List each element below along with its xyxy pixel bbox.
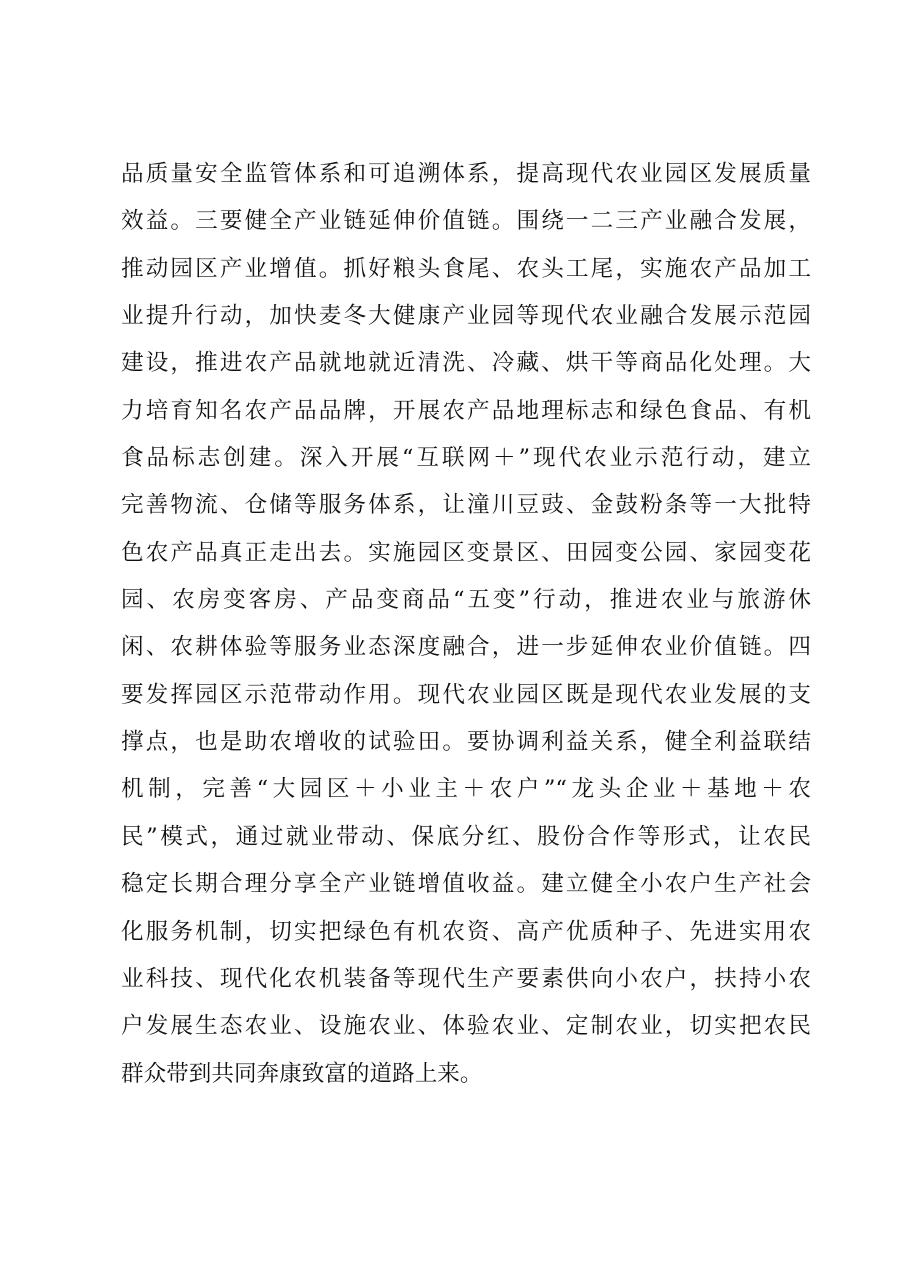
text-line: 业科技、现代化农机装备等现代生产要素供向小农户，扶持小农 xyxy=(121,965,811,992)
text-line: 建设，推进农产品就地就近清洗、冷藏、烘干等商品化处理。大 xyxy=(121,350,811,377)
text-line: 化服务机制，切实把绿色有机农资、高产优质种子、先进实用农 xyxy=(121,918,811,945)
text-line: 完善物流、仓储等服务体系，让潼川豆豉、金鼓粉条等一大批特 xyxy=(121,492,811,519)
text-line: 食品标志创建。深入开展“互联网＋”现代农业示范行动，建立 xyxy=(121,445,811,472)
text-line: 品质量安全监管体系和可追溯体系，提高现代农业园区发展质量 xyxy=(121,161,811,187)
text-line: 要发挥园区示范带动作用。现代农业园区既是现代农业发展的支 xyxy=(121,681,811,708)
text-line: 户发展生态农业、设施农业、体验农业、定制农业，切实把农民 xyxy=(121,1013,811,1040)
text-line: 园、农房变客房、产品变商品“五变”行动，推进农业与旅游休 xyxy=(121,587,811,614)
text-line: 业提升行动，加快麦冬大健康产业园等现代农业融合发展示范园 xyxy=(121,303,811,330)
text-line: 稳定长期合理分享全产业链增值收益。建立健全小农户生产社会 xyxy=(121,871,811,898)
text-line: 色农产品真正走出去。实施园区变景区、田园变公园、家园变花 xyxy=(121,539,811,566)
text-line: 民”模式，通过就业带动、保底分红、股份合作等形式，让农民 xyxy=(121,823,811,850)
text-line: 力培育知名农产品品牌，开展农产品地理标志和绿色食品、有机 xyxy=(121,397,811,424)
text-line: 推动园区产业增值。抓好粮头食尾、农头工尾，实施农产品加工 xyxy=(121,255,811,282)
text-line: 群众带到共同奔康致富的道路上来。 xyxy=(121,1060,483,1087)
text-line: 撑点，也是助农增收的试验田。要协调利益关系，健全利益联结 xyxy=(121,729,811,756)
text-line: 闲、农耕体验等服务业态深度融合，进一步延伸农业价值链。四 xyxy=(121,634,811,661)
text-line: 效益。三要健全产业链延伸价值链。围绕一二三产业融合发展， xyxy=(121,208,811,235)
text-line: 机制，完善“大园区＋小业主＋农户”“龙头企业＋基地＋农 xyxy=(121,776,811,803)
body-paragraph xyxy=(121,160,811,1107)
